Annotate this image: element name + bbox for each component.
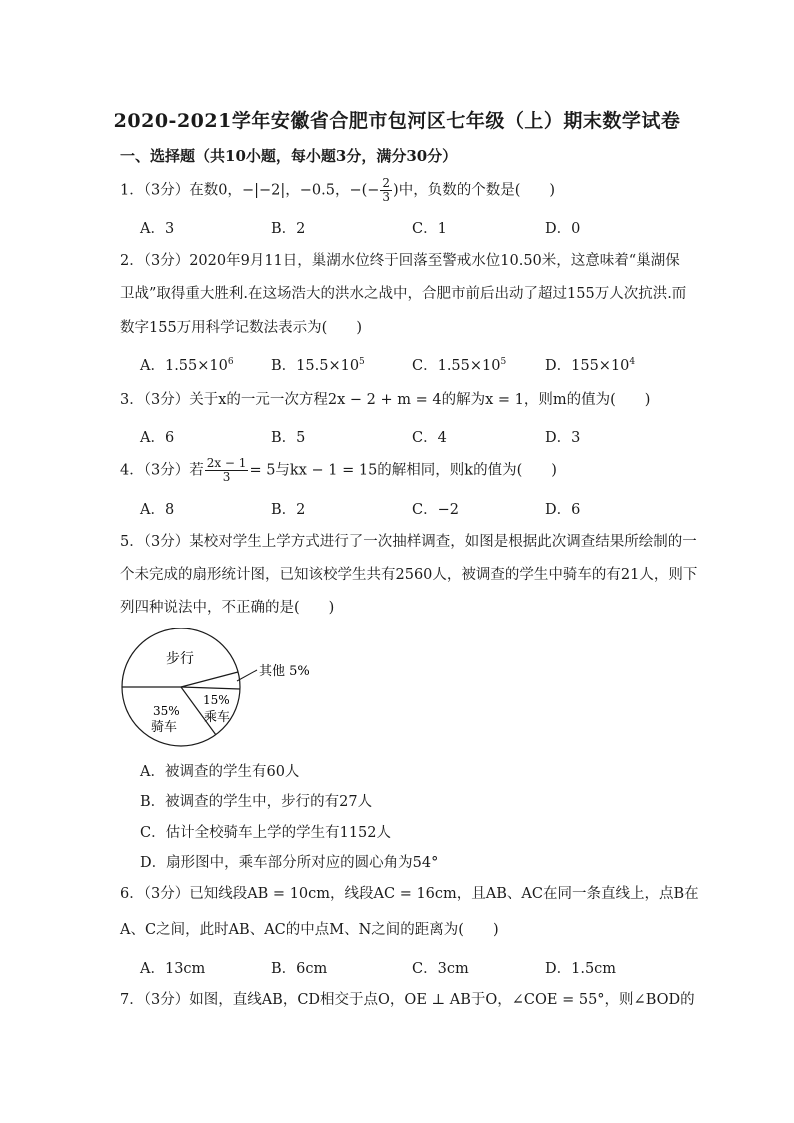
q4-prefix: 4．（3分）若 <box>120 462 204 479</box>
pie-label-bike: 骑车 <box>151 720 178 735</box>
question-5-line-2: 个未完成的扇形统计图，已知该校学生共有2560人，被调查的学生中骑车的有21人，则下 <box>120 567 698 583</box>
q6-option-d[interactable]: D．1.5cm <box>545 961 617 977</box>
pie-label-walk: 步行 <box>166 651 194 667</box>
pie-label-other: 其他 5% <box>259 664 310 679</box>
q1-option-a[interactable]: A．3 <box>140 221 175 237</box>
q2-option-b[interactable]: B．$15.5\times 10^5$ <box>271 357 365 374</box>
q1-mid: −|−2|，−0.5，−(− <box>241 182 380 199</box>
question-2-line-1: 2．（3分）2020年9月11日，巢湖水位终于回落至警戒水位10.50米，这意味着“巢湖保 <box>120 253 680 269</box>
q5-option-c[interactable]: C．估计全校骑车上学的学生有1152人 <box>140 825 391 841</box>
question-7: 7．（3分）如图，直线AB，CD相交于点O，OE ⊥ AB于O，∠COE = 55°，则∠BOD的 <box>120 992 695 1008</box>
q4-suffix: = 5与kx − 1 = 15的解相同，则k的值为( ) <box>249 462 557 479</box>
question-2-line-2: 卫战”取得重大胜利.在这场浩大的洪水之战中，合肥市前后出动了超过155万人次抗洪.而 <box>120 286 687 302</box>
q3-option-a[interactable]: A．6 <box>140 430 175 446</box>
question-3: 3．（3分）关于x的一元一次方程2x − 2 + m = 4的解为x = 1，则m的值为( ) <box>120 392 651 408</box>
q6-option-c[interactable]: C．3cm <box>412 961 469 977</box>
q4-option-a[interactable]: A．8 <box>140 502 175 518</box>
question-2-line-3: 数字155万用科学记数法表示为( ) <box>120 320 362 336</box>
q4-option-b[interactable]: B．2 <box>271 502 306 518</box>
q3-option-d[interactable]: D．3 <box>545 430 581 446</box>
section-heading: 一、选择题（共10小题，每小题3分，满分30分） <box>120 147 458 165</box>
q2-option-c[interactable]: C．$1.55\times 10^5$ <box>412 357 507 374</box>
question-6-line-1: 6．（3分）已知线段AB = 10cm，线段AC = 16cm，且AB、AC在同一条直线上，点B在 <box>120 886 699 902</box>
q5-option-d[interactable]: D．扇形图中，乘车部分所对应的圆心角为54° <box>140 855 439 871</box>
pie-chart-figure <box>115 628 335 758</box>
q4-option-d[interactable]: D．6 <box>545 502 581 518</box>
q1-prefix: 1．（3分）在数0， <box>120 182 242 199</box>
q4-fraction: $\frac{2x - 1}{3}$ <box>206 456 247 484</box>
q5-option-a[interactable]: A．被调查的学生有60人 <box>140 764 300 780</box>
q2-option-d[interactable]: D．$155\times 10^4$ <box>545 357 636 374</box>
page-title: 2020-2021学年安徽省合肥市包河区七年级（上）期末数学试卷 <box>113 110 681 132</box>
q1-option-c[interactable]: C．1 <box>412 221 447 237</box>
q3-option-b[interactable]: B．5 <box>271 430 306 446</box>
question-5-line-1: 5．（3分）某校对学生上学方式进行了一次抽样调查，如图是根据此次调查结果所绘制的一 <box>120 534 697 550</box>
q5-option-b[interactable]: B．被调查的学生中，步行的有27人 <box>140 794 373 810</box>
q6-option-a[interactable]: A．13cm <box>140 961 206 977</box>
question-6-line-2: A、C之间，此时AB、AC的中点M、N之间的距离为( ) <box>120 922 499 938</box>
pie-label-bike-pct: 35% <box>153 704 180 718</box>
q2-option-a[interactable]: A．$1.55\times 10^6$ <box>140 357 234 374</box>
pie-divider-other-2 <box>181 687 240 689</box>
question-4 <box>120 457 557 484</box>
q1-option-d[interactable]: D．0 <box>545 221 581 237</box>
pie-label-bus-pct: 15% <box>203 693 230 707</box>
q1-fraction: $\frac{2}{3}$ <box>382 176 391 204</box>
pie-leader-other <box>237 670 257 681</box>
pie-label-bus: 乘车 <box>204 710 231 725</box>
q4-option-c[interactable]: C．−2 <box>412 502 459 518</box>
q3-option-c[interactable]: C．4 <box>412 430 447 446</box>
pie-divider-other <box>181 672 238 687</box>
question-5-line-3: 列四种说法中，不正确的是( ) <box>120 600 335 616</box>
q6-option-b[interactable]: B．6cm <box>271 961 328 977</box>
q1-option-b[interactable]: B．2 <box>271 221 306 237</box>
question-1 <box>120 177 555 204</box>
q1-suffix: )中，负数的个数是( ) <box>393 182 556 199</box>
